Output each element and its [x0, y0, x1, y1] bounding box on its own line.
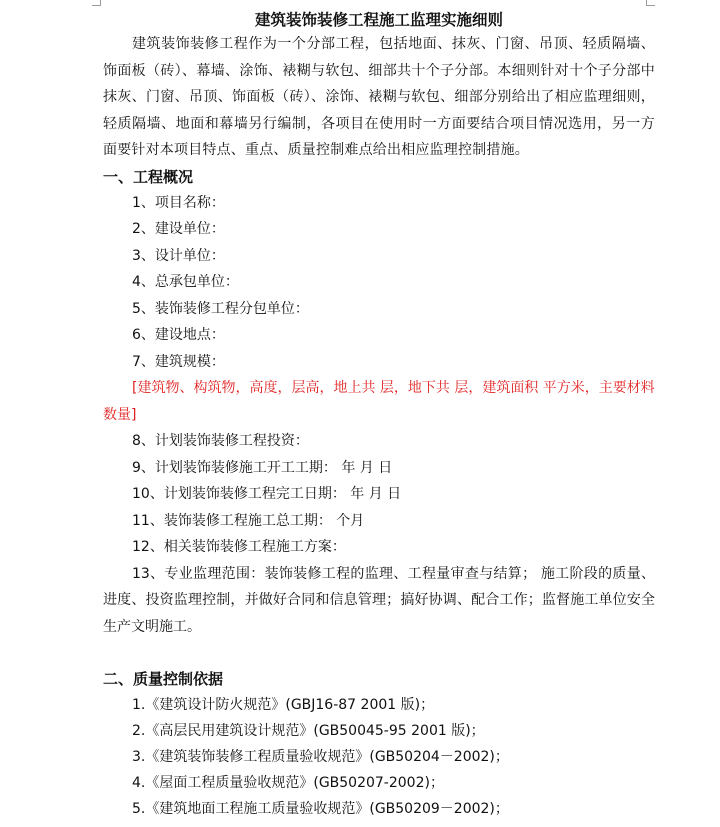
overview-item: 2、建设单位： [132, 221, 225, 237]
page-corner-mark-right [646, 0, 655, 6]
overview-item: 7、建筑规模： [132, 353, 225, 370]
overview-item: 6、建设地点： [132, 327, 225, 343]
page-corner-mark-left [92, 0, 101, 6]
blank-line [103, 640, 655, 666]
overview-item: 9、计划装饰装修施工开工工期： 年 月 日 [132, 459, 393, 476]
reference-item: 1.《建筑设计防火规范》(GBJ16-87 2001 版)； [132, 697, 435, 713]
overview-item: 12、相关装饰装修工程施工方案： [132, 539, 346, 555]
scale-note: [建筑物、构筑物，高度，层高，地上共 层，地下共 层，建筑面积 平方米，主要材料数量] [103, 380, 655, 423]
reference-item: 3.《建筑装饰装修工程质量验收规范》(GB50204－2002)； [132, 749, 509, 765]
section-heading-quality-basis: 二、质量控制依据 [103, 670, 224, 688]
overview-item: 4、总承包单位： [132, 274, 239, 290]
reference-item: 2.《高层民用建筑设计规范》(GB50045-95 2001 版)； [132, 723, 485, 739]
document-title: 建筑装饰装修工程施工监理实施细则 [254, 11, 503, 29]
section-heading-overview: 一、工程概况 [103, 167, 194, 186]
reference-item: 4.《屋面工程质量验收规范》(GB50207-2002)； [132, 775, 444, 791]
overview-item: 1、项目名称： [132, 194, 225, 211]
overview-item: 5、装饰装修工程分包单位： [132, 300, 309, 317]
intro-paragraph: 建筑装饰装修工程作为一个分部工程，包括地面、抹灰、门窗、吊顶、轻质隔墙、饰面板（砖）、幕墙、涂饰、裱糊与软包、细部共十个子分部。本细则针对十个子分部中抹灰、门窗、吊顶、饰面板（砖）、涂饰、裱糊与软包、细部分别给出了相应监理细则，轻质隔墙、地面和幕墙另行编制，各项目在使用时一方面要结合项目情况选用，另一方面要针对本项目特点、重点、质量控制难点给出相应监理控制措施。 [103, 36, 655, 158]
overview-item: 11、装饰装修工程施工总工期： 个月 [132, 512, 365, 529]
overview-item: 10、计划装饰装修工程完工日期： 年 月 日 [132, 486, 402, 502]
document-page [103, 9, 655, 822]
overview-item: 3、设计单位： [132, 247, 225, 264]
reference-item: 5.《建筑地面工程施工质量验收规范》(GB50209－2002)； [132, 801, 509, 817]
overview-item: 8、计划装饰装修工程投资： [132, 433, 309, 449]
overview-item-13: 13、专业监理范围：装饰装修工程的监理、工程量审查与结算； 施工阶段的质量、进度、投资监理控制，并做好合同和信息管理；搞好协调、配合工作；监督施工单位安全生产文明施工。 [103, 565, 655, 635]
